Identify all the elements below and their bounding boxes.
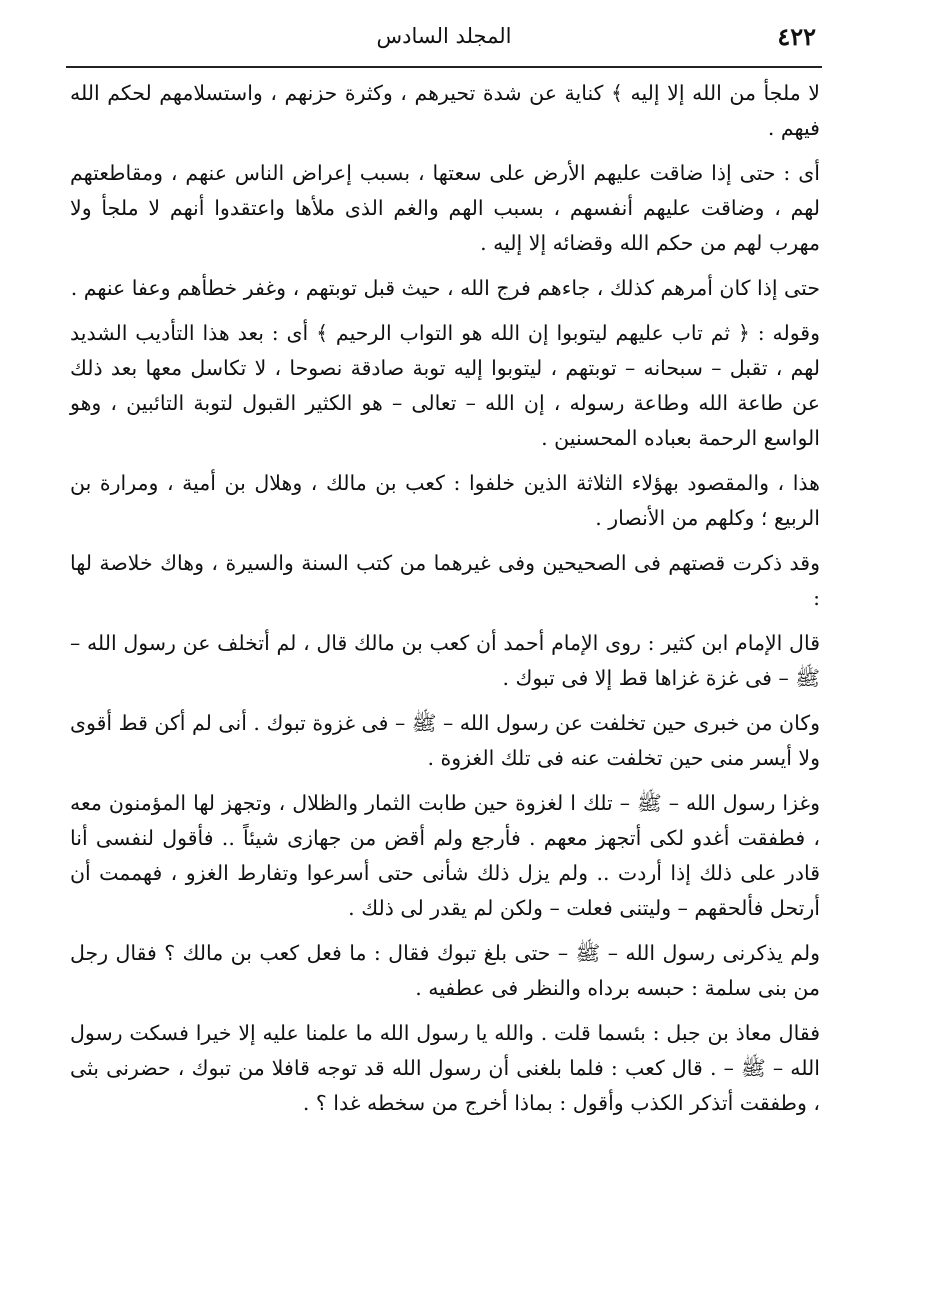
paragraph: فقال معاذ بن جبل : بئسما قلت . والله يا رسول الله ما علمنا عليه إلا خيرا فسكت رسول الله – ﷺ – . قال كعب : فلما بلغنى أن رسول الله قد توجه قافلا من تبوك ، حضرنى بثى ، وطفقت أتذكر الكذب وأقول : بماذا أخرج من سخطه غدا ؟ . bbox=[70, 1021, 820, 1115]
paragraph: وقد ذكرت قصتهم فى الصحيحين وفى غيرهما من كتب السنة والسيرة ، وهاك خلاصة لها : bbox=[70, 551, 820, 610]
paragraph: وغزا رسول الله – ﷺ – تلك ا لغزوة حين طابت الثمار والظلال ، وتجهز لها المؤمنون معه ، فطفقت أغدو لكى أتجهز معهم . فأرجع ولم أقض من جهازى شيئاً .. فأقول لنفسى أنا قادر على ذلك إذا أردت .. ولم يزل ذلك شأنى حتى أسرعوا وتفارط الغزو ، فهممت أن أرتحل فألحقهم – وليتنى فعلت – ولكن لم يقدر لى ذلك . bbox=[70, 791, 820, 920]
header-divider bbox=[66, 66, 822, 68]
page-header bbox=[66, 18, 822, 62]
paragraph: ولم يذكرنى رسول الله – ﷺ – حتى بلغ تبوك فقال : ما فعل كعب بن مالك ؟ فقال رجل من بنى سلمة : حبسه برداه والنظر فى عطفيه . bbox=[70, 941, 820, 1000]
paragraph: حتى إذا كان أمرهم كذلك ، جاءهم فرج الله ، حيث قبل توبتهم ، وغفر خطأهم وعفا عنهم . bbox=[70, 276, 820, 300]
paragraph: لا ملجأ من الله إلا إليه ﴾ كناية عن شدة تحيرهم ، وكثرة حزنهم ، واستسلامهم لحكم الله فيهم . bbox=[70, 81, 820, 140]
page-body bbox=[70, 76, 820, 1131]
paragraph: وقوله : ﴿ ثم تاب عليهم ليتوبوا إن الله هو التواب الرحيم ﴾ أى : بعد هذا التأديب الشديد لهم ، تقبل – سبحانه – توبتهم ، ليتوبوا إليه توبة صادقة نصوحا ، لا تكاسل معها بعد ذلك عن طاعة الله وطاعة رسوله ، إن الله – تعالى – هو الكثير القبول لتوبة التائبين ، وهو الواسع الرحمة بعباده المحسنين . bbox=[70, 321, 820, 450]
paragraph: أى : حتى إذا ضاقت عليهم الأرض على سعتها ، بسبب إعراض الناس عنهم ، ومقاطعتهم لهم ، وضاقت عليهم أنفسهم ، بسبب الهم والغم الذى ملأها واعتقدوا أنهم لا ملجأ ولا مهرب لهم من حكم الله وقضائه إلا إليه . bbox=[70, 161, 820, 255]
paragraph: وكان من خبرى حين تخلفت عن رسول الله – ﷺ – فى غزوة تبوك . أنى لم أكن قط أقوى ولا أيسر منى حين تخلفت عنه فى تلك الغزوة . bbox=[70, 711, 820, 770]
page-number: ٤٢٢ bbox=[777, 22, 816, 51]
paragraph: هذا ، والمقصود بهؤلاء الثلاثة الذين خلفوا : كعب بن مالك ، وهلال بن أمية ، ومرارة بن الربيع ؛ وكلهم من الأنصار . bbox=[70, 471, 820, 530]
volume-title: المجلد السادس bbox=[376, 24, 512, 48]
paragraph: قال الإمام ابن كثير : روى الإمام أحمد أن كعب بن مالك قال ، لم أتخلف عن رسول الله – ﷺ – فى غزة غزاها قط إلا فى تبوك . bbox=[70, 631, 820, 690]
